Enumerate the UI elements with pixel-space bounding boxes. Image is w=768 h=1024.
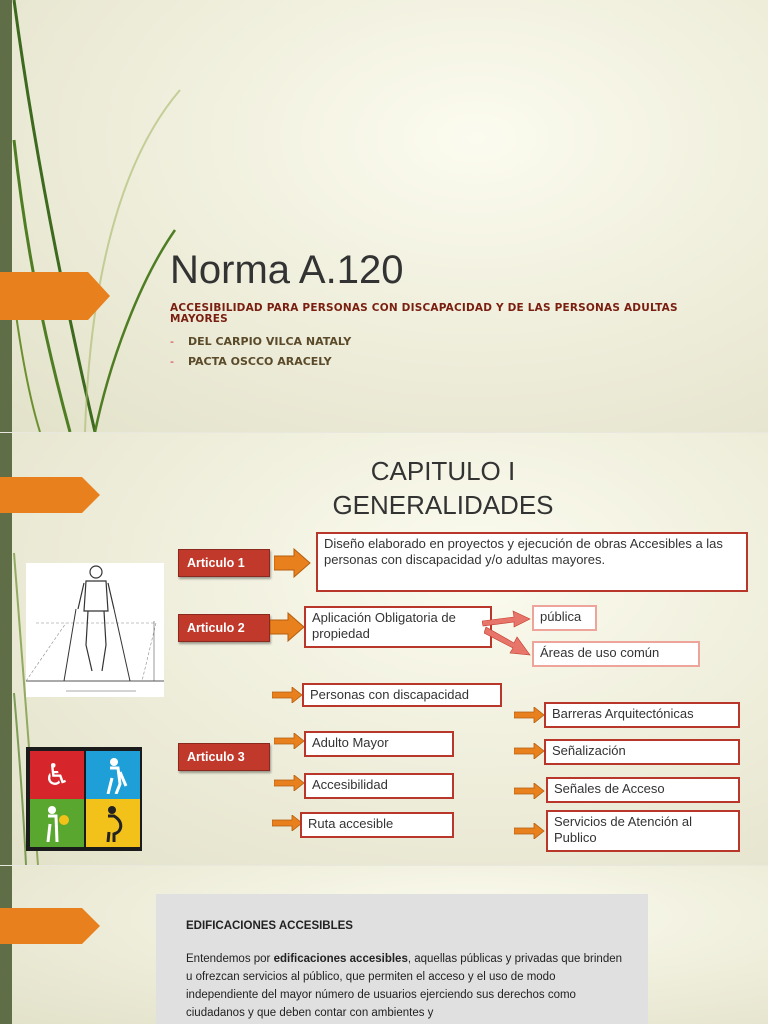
person-with-child-icon — [30, 799, 84, 847]
senalizacion-box: Señalización — [544, 739, 740, 765]
wheelchair-icon: ♿ — [30, 751, 84, 799]
subtitle: ACCESIBILIDAD PARA PERSONAS CON DISCAPACIDAD Y DE LAS PERSONAS ADULTAS MAYORES — [170, 302, 678, 325]
orange-tab — [0, 272, 110, 320]
arrow-right-icon — [514, 783, 546, 799]
text-card — [156, 894, 648, 1024]
accesibilidad-box: Accesibilidad — [304, 773, 454, 799]
chapter-title: GENERALIDADES — [332, 490, 554, 520]
author-1: - DEL CARPIO VILCA NATALY — [170, 335, 352, 348]
senales-acceso-box: Señales de Acceso — [546, 777, 740, 803]
arrow-right-icon — [274, 547, 312, 579]
elderly-person-icon — [86, 751, 140, 799]
arrow-right-icon — [272, 687, 304, 703]
articulo-3-label: Articulo 3 — [178, 743, 270, 771]
ruta-accesible-box: Ruta accesible — [300, 812, 454, 838]
left-bar — [0, 866, 12, 1024]
arrow-right-icon — [274, 775, 306, 791]
arrow-right-icon — [514, 707, 546, 723]
author-2: - PACTA OSCCO ARACELY — [170, 355, 332, 368]
articulo-2-label: Articulo 2 — [178, 614, 270, 642]
arrow-down-right-icon — [484, 625, 534, 661]
card-heading: EDIFICACIONES ACCESIBLES — [186, 920, 353, 932]
arrow-right-icon — [514, 823, 546, 839]
page-title: Norma A.120 — [170, 248, 404, 292]
arrow-right-icon — [274, 733, 306, 749]
personas-discapacidad-box: Personas con discapacidad — [302, 683, 502, 707]
generalidades-slide — [0, 433, 768, 865]
arrow-right-icon — [270, 611, 306, 643]
areas-comun-box: Áreas de uso común — [532, 641, 700, 667]
servicios-atencion-box: Servicios de Atención al Publico — [546, 810, 740, 852]
card-paragraph: Entendemos por edificaciones accesibles, aquellas públicas y privadas que brinden u ofrezcan servicios al público, que permiten el acceso y el uso de modo independiente del mayor número de usuarios ejerciendo sus derechos como ciudadanos y que deben contar con ambientes y — [186, 953, 623, 1019]
arrow-right-icon — [514, 743, 546, 759]
edificaciones-slide — [0, 866, 768, 1024]
chapter-number: CAPITULO I — [370, 456, 516, 486]
title-slide — [0, 0, 768, 432]
pregnant-woman-icon — [86, 799, 140, 847]
adulto-mayor-box: Adulto Mayor — [304, 731, 454, 757]
articulo-1-label: Articulo 1 — [178, 549, 270, 577]
barreras-box: Barreras Arquitectónicas — [544, 702, 740, 728]
accessibility-icons — [26, 747, 142, 851]
articulo-1-text: Diseño elaborado en proyectos y ejecución de obras Accesibles a las personas con discapacidad y/o adultas mayores. — [316, 532, 748, 592]
publica-box: pública — [532, 605, 597, 631]
orange-tab — [0, 908, 100, 944]
articulo-2-text: Aplicación Obligatoria de propiedad — [304, 606, 492, 648]
walking-person-diagram — [26, 563, 164, 697]
